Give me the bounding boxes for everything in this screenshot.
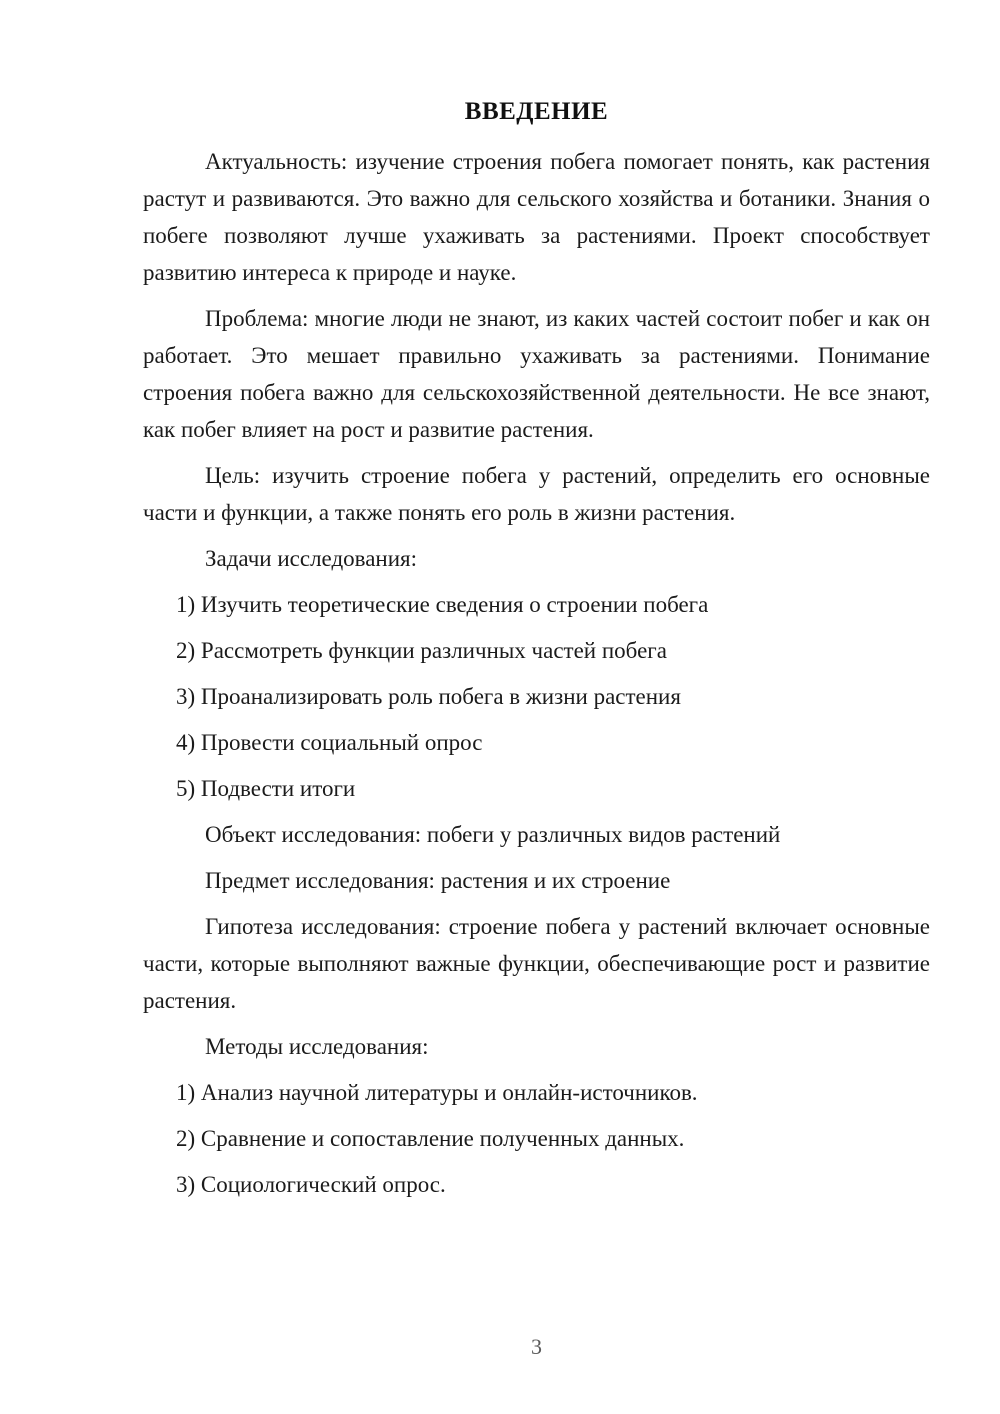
- section-heading: ВВЕДЕНИЕ: [464, 98, 609, 125]
- tasks-heading: Задачи исследования:: [205, 546, 418, 571]
- task-item-5: 5) Подвести итоги: [176, 776, 356, 801]
- method-item-3: 3) Социологический опрос.: [176, 1172, 446, 1197]
- task-item-4: 4) Провести социальный опрос: [176, 730, 483, 755]
- task-item-3: 3) Проанализировать роль побега в жизни растения: [176, 684, 681, 709]
- paragraph-relevance: Актуальность: изучение строения побега помогает понять, как растения растут и развиваются. Это важно для сельского хозяйства и ботаники. Знания о побеге позволяют лучше ухаживать за растениями. Проект способствует развитию интереса к природе и науке.: [143, 149, 930, 285]
- method-item-1: 1) Анализ научной литературы и онлайн-источников.: [176, 1080, 698, 1105]
- subject-line: Предмет исследования: растения и их строение: [205, 868, 671, 893]
- method-item-2: 2) Сравнение и сопоставление полученных данных.: [176, 1126, 685, 1151]
- task-item-2: 2) Рассмотреть функции различных частей побега: [176, 638, 667, 663]
- paragraph-problem: Проблема: многие люди не знают, из каких частей состоит побег и как он работает. Это мешает правильно ухаживать за растениями. Понимание строения побега важно для сельскохозяйственной деятельности. Не все знают, как побег влияет на рост и развитие растения.: [143, 306, 930, 442]
- paragraph-goal: Цель: изучить строение побега у растений, определить его основные части и функции, а также понять его роль в жизни растения.: [143, 463, 930, 525]
- page-content: [143, 95, 930, 1212]
- object-line: Объект исследования: побеги у различных видов растений: [205, 822, 781, 847]
- paragraph-hypothesis: Гипотеза исследования: строение побега у растений включает основные части, которые выполняют важные функции, обеспечивающие рост и развитие растения.: [143, 914, 930, 1013]
- task-item-1: 1) Изучить теоретические сведения о строении побега: [176, 592, 709, 617]
- methods-heading: Методы исследования:: [205, 1034, 429, 1059]
- page-number: 3: [531, 1334, 542, 1359]
